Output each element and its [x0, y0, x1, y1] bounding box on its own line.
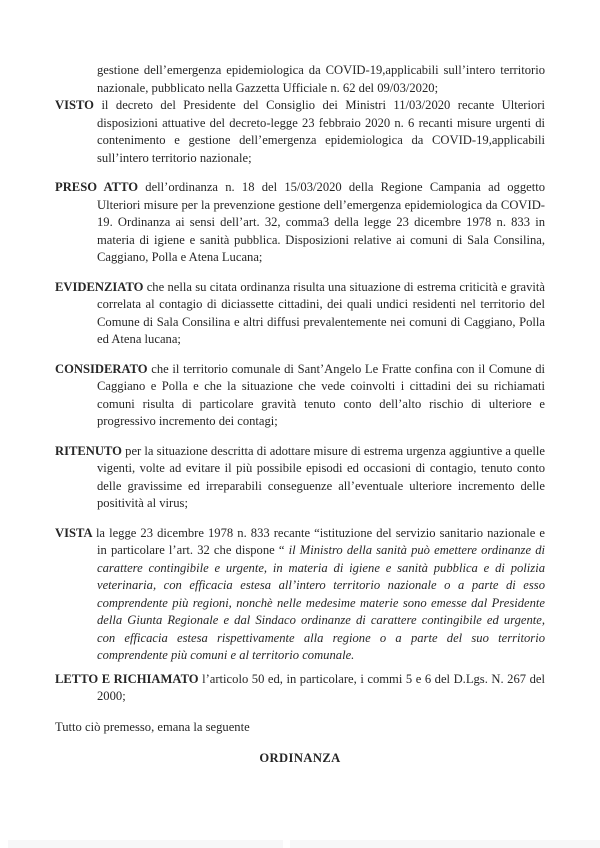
- paragraph-text: dell’ordinanza n. 18 del 15/03/2020 della Regione Campania ad oggetto Ulteriori misure per la prevenzione gestione dell’emergenza epidemiologica da COVID- 19. Ordinanza ai sensi dell’art. 32, comma3 della legge 23 dicembre 1978 n. 833 in materia di igiene e sanità pubblica. Disposizioni relative ai comuni di Sala Consilina, Caggiano, Polla e Atena Lucana;: [97, 180, 545, 264]
- paragraph-text: per la situazione descritta di adottare misure di estrema urgenza aggiuntive a quelle vigenti, volte ad evitare il più possibile episodi ed occasioni di contagio, tenuto conto delle gravissime ed irreparabili conseguenze all’eventuale ulteriore incremento delle positività al virus;: [97, 443, 545, 510]
- paragraph-considerato: [55, 361, 545, 431]
- paragraph-keyword: LETTO E RICHIAMATO: [55, 671, 203, 686]
- ordinance-preamble: [55, 62, 545, 768]
- paragraph-text: che nella su citata ordinanza risulta una situazione di estrema criticità e gravità correlata al contagio di diciassette cittadini, dei quali undici residenti nel territorio del Comune di Sala Consilina e altri diffusi prevalentemente nei comuni di Caggiano, Polla ed Atena lucana;: [97, 279, 546, 346]
- paragraph-keyword: CONSIDERATO: [55, 361, 152, 376]
- paragraph-ritenuto: [55, 443, 545, 513]
- paragraph-text: la legge 23 dicembre 1978 n. 833 recante “istituzione del servizio sanitario nazionale e in particolare l’art. 32 che dispone “: [95, 525, 545, 557]
- paragraph-continuation: [55, 62, 545, 97]
- paragraph-keyword: PRESO ATTO: [55, 180, 146, 194]
- paragraph-keyword: VISTA: [55, 525, 96, 540]
- paragraph-text: gestione dell’emergenza epidemiologica da COVID-19,applicabili sull’intero territorio nazionale, pubblicato nella Gazzetta Ufficiale n. 62 del 09/03/2020;: [97, 63, 545, 95]
- paragraph-text: il decreto del Presidente del Consiglio dei Ministri 11/03/2020 recante Ulteriori disposizioni attuative del decreto-legge 23 febbraio 2020 n. 6 recanti misure urgenti di contenimento e gestione dell’emergenza epidemiologica da COVID-19,applicabili sull’intero territorio nazionale;: [97, 98, 545, 165]
- paragraph-text: l’articolo 50 ed, in particolare, i commi 5 e 6 del D.Lgs. N. 267 del 2000;: [97, 671, 545, 703]
- paragraph-vista: [55, 525, 545, 665]
- paragraph-preso-atto: [55, 179, 545, 267]
- ordinanza-heading: ORDINANZA: [259, 751, 341, 765]
- page-edge-shadow-right: [290, 840, 600, 848]
- paragraph-text: che il territorio comunale di Sant’Angelo Le Fratte confina con il Comune di Caggiano e Polla e che la situazione che vede coinvolti i cittadini dei su richiamati comuni risulta di particolare gravità tenuto conto dell’alto rischio di ulteriore e progressivo incremento dei contagi;: [97, 361, 545, 428]
- paragraph-visto: [55, 97, 545, 167]
- closing-line: Tutto ciò premesso, emana la seguente: [55, 719, 250, 734]
- paragraph-letto-e-richiamato: [55, 671, 545, 706]
- paragraph-keyword: RITENUTO: [55, 443, 126, 458]
- paragraph-italic-quote: il Ministro della sanità può emettere ordinanze di carattere contingibile e urgente, in materia di igiene e sanità pubblica e di polizia veterinaria, con efficacia estesa all’intero territorio nazionale o a parte di esso comprendente più regioni, nonchè nelle medesime materie sono emesse dal Presidente della Giunta Regionale e dal Sindaco ordinanze di carattere contingibile ed urgente, con efficacia estesa rispettivamente alla regione o a parte del suo territorio comprendente più comuni e al territorio comunale.: [97, 543, 545, 662]
- paragraph-evidenziato: [55, 279, 545, 349]
- page-edge-shadow-left: [8, 840, 283, 848]
- paragraph-keyword: VISTO: [55, 98, 102, 112]
- paragraph-keyword: EVIDENZIATO: [55, 279, 147, 294]
